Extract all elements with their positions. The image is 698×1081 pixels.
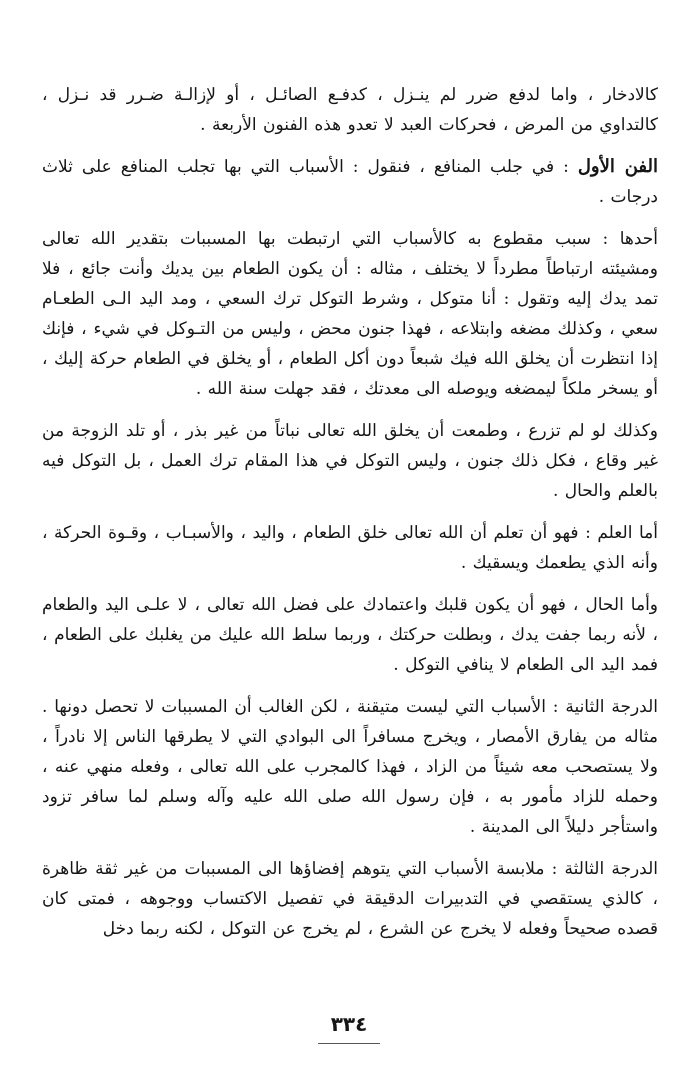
paragraph-7 (42, 692, 658, 842)
paragraph-4 (42, 416, 658, 506)
paragraph-5 (42, 518, 658, 578)
paragraph-5-text: أما العلم : فهو أن تعلم أن الله تعالى خلق الطعام ، واليد ، والأسبـاب ، وقـوة الحركة ، وأنه الذي يطعمك ويسقيك . (42, 523, 658, 573)
paragraph-2-text: : في جلب المنافع ، فنقول : الأسباب التي بها تجلب المنافع على ثلاث درجات . (42, 157, 658, 207)
paragraph-8 (42, 854, 658, 944)
section-heading: الفن الأول (577, 156, 658, 177)
paragraph-3 (42, 224, 658, 404)
paragraph-3-text: أحدها : سبب مقطوع به كالأسباب التي ارتبطت بها المسببات بتقدير الله تعالى ومشيئته ارتباطاً مطرداً لا يختلف ، مثاله : أن يكون الطعام بين يديك وأنت جائع ، فلا تمد يدك إليه وتقول : أنا متوكل ، وشرط التوكل ترك السعي ، ومد اليد الـى الطعـام سعي ، وكذلك مضغه وابتلاعه ، فهذا جنون محض ، وليس من التـوكل في شيء ، فإنك إذا انتظرت أن يخلق الله فيك شبعاً دون أكل الطعام ، أو يخلق في الطعام حركة إليك ، أو يسخر ملكاً ليمضغه ويوصله الى معدتك ، فقد جهلت سنة الله . (42, 229, 658, 399)
paragraph-7-text: الدرجة الثانية : الأسباب التي ليست متيقنة ، لكن الغالب أن المسببات لا تحصل دونها . مثاله من يفارق الأمصار ، ويخرج مسافراً الى البوادي التي لا يطرقها الناس إلا نادراً ، ولا يستصحب معه شيئاً من الزاد ، فهذا كالمجرب على الله تعالى ، وفعله منهي عنه ، وحمله للزاد مأمور به ، فإن رسول الله صلى الله عليه وآله وسلم لما سافر تزود واستأجر دليلاً الى المدينة . (42, 697, 658, 837)
page-number: ٣٣٤ (330, 1012, 368, 1036)
paragraph-1 (42, 80, 658, 140)
page-number-underline (318, 1043, 380, 1044)
paragraph-1-text: كالادخار ، واما لدفع ضرر لم ينـزل ، كدفـع الصائـل ، أو لإزالـة ضـرر قد نـزل ، كالتداوي من المرض ، فحركات العبد لا تعدو هذه الفنون الأربعة . (42, 85, 658, 135)
paragraph-2 (42, 152, 658, 212)
page-body (42, 80, 658, 956)
paragraph-8-text: الدرجة الثالثة : ملابسة الأسباب التي يتوهم إفضاؤها الى المسببات من غير ثقة ظاهرة ، كالذي يستقصي في التدبيرات الدقيقة في تفصيل الاكتساب ووجوهه ، فمتى كان قصده صحيحاً وفعله لا يخرج عن الشرع ، لم يخرج عن التوكل ، لكنه ربما دخل (42, 859, 658, 939)
paragraph-6-text: وأما الحال ، فهو أن يكون قلبك واعتمادك على فضل الله تعالى ، لا علـى اليد والطعام ، لأنه ربما جفت يدك ، وبطلت حركتك ، وربما سلط الله عليك من يغلبك على الطعام ، فمد اليد الى الطعام لا ينافي التوكل . (42, 595, 658, 675)
paragraph-6 (42, 590, 658, 680)
paragraph-4-text: وكذلك لو لم تزرع ، وطمعت أن يخلق الله تعالى نباتاً من غير بذر ، أو تلد الزوجة من غير وقاع ، فكل ذلك جنون ، وليس التوكل في هذا المقام ترك العمل ، بل التوكل فيه بالعلم والحال . (42, 421, 658, 501)
